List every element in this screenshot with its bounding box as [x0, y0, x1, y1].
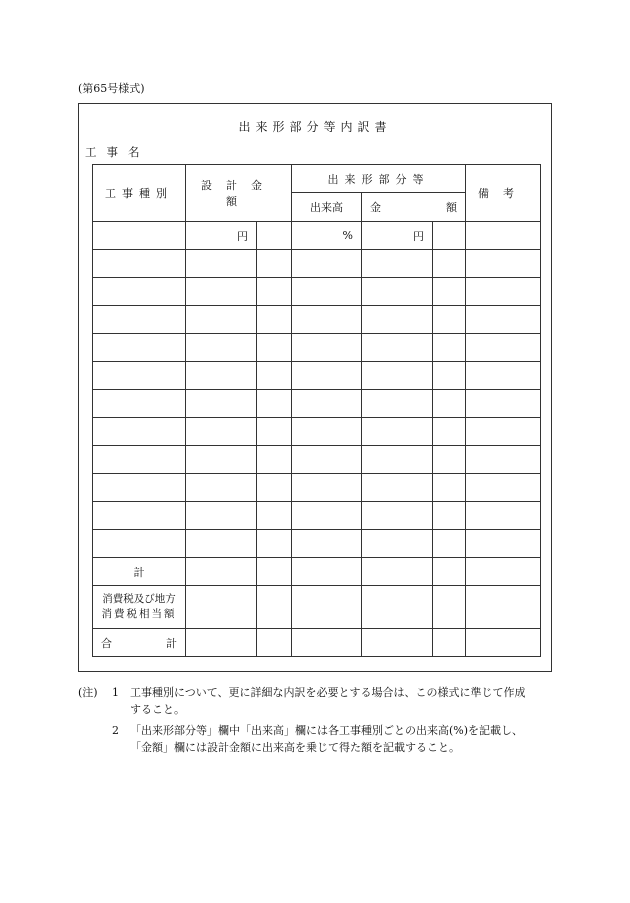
cell[interactable]: [257, 390, 292, 418]
cell[interactable]: [186, 278, 257, 306]
cell[interactable]: [93, 390, 186, 418]
cell[interactable]: [93, 530, 186, 558]
note-text: 「出来形部分等」欄中「出来高」欄には各工事種別ごとの出来高(%)を記載し、: [130, 724, 524, 737]
cell[interactable]: [362, 502, 433, 530]
cell[interactable]: [433, 278, 466, 306]
cell[interactable]: [433, 250, 466, 278]
cell[interactable]: [433, 586, 466, 629]
cell[interactable]: [466, 222, 541, 250]
cell[interactable]: [466, 362, 541, 390]
cell[interactable]: [257, 250, 292, 278]
cell[interactable]: [257, 334, 292, 362]
cell[interactable]: [362, 334, 433, 362]
cell[interactable]: [186, 418, 257, 446]
cell[interactable]: [466, 586, 541, 629]
cell[interactable]: [257, 418, 292, 446]
cell[interactable]: [433, 530, 466, 558]
cell[interactable]: [362, 474, 433, 502]
cell[interactable]: [257, 362, 292, 390]
cell[interactable]: [186, 362, 257, 390]
cell[interactable]: [362, 530, 433, 558]
cell[interactable]: [186, 586, 257, 629]
cell[interactable]: [93, 306, 186, 334]
cell[interactable]: [362, 306, 433, 334]
note-number: 1: [112, 686, 119, 699]
total-label: [93, 629, 186, 657]
cell[interactable]: [433, 446, 466, 474]
subtotal-row: [93, 558, 541, 586]
cell[interactable]: [466, 306, 541, 334]
cell[interactable]: [257, 446, 292, 474]
cell[interactable]: [93, 474, 186, 502]
cell[interactable]: [186, 250, 257, 278]
cell[interactable]: [466, 629, 541, 657]
cell[interactable]: [466, 334, 541, 362]
table-row: [93, 474, 541, 502]
cell[interactable]: [466, 502, 541, 530]
document-title: 出来形部分等内訳書: [238, 120, 392, 134]
cell[interactable]: [186, 446, 257, 474]
cell[interactable]: [433, 502, 466, 530]
total-label-right: 計: [166, 636, 177, 650]
cell[interactable]: [466, 558, 541, 586]
cell[interactable]: [362, 362, 433, 390]
header-design-amount: 設計金額: [186, 165, 292, 222]
notes: [78, 684, 558, 756]
cell[interactable]: [93, 222, 186, 250]
notes-label: (注): [78, 686, 98, 699]
form-number: (第65号様式): [78, 82, 145, 95]
cell[interactable]: [466, 530, 541, 558]
cell[interactable]: [292, 418, 362, 446]
cell[interactable]: [292, 250, 362, 278]
cell[interactable]: [186, 629, 257, 657]
cell[interactable]: [257, 306, 292, 334]
tax-row: [93, 586, 541, 629]
cell[interactable]: [433, 418, 466, 446]
cell[interactable]: [93, 502, 186, 530]
cell[interactable]: [292, 278, 362, 306]
cell[interactable]: [292, 362, 362, 390]
cell[interactable]: [292, 629, 362, 657]
unit-percent: %: [292, 222, 362, 250]
total-row: [93, 629, 541, 657]
table-row: [93, 418, 541, 446]
cell[interactable]: [186, 334, 257, 362]
tax-label-line2: 消費税相当額: [101, 608, 177, 620]
cell[interactable]: [93, 250, 186, 278]
cell[interactable]: [257, 278, 292, 306]
cell[interactable]: [186, 502, 257, 530]
cell[interactable]: [292, 530, 362, 558]
cell[interactable]: [362, 446, 433, 474]
cell[interactable]: [362, 629, 433, 657]
form-frame: [78, 103, 552, 672]
note-1: [78, 684, 558, 701]
table-row: [93, 530, 541, 558]
cell[interactable]: [257, 530, 292, 558]
note-number: 2: [112, 724, 119, 737]
cell[interactable]: [186, 390, 257, 418]
cell[interactable]: [257, 222, 292, 250]
cell[interactable]: [257, 558, 292, 586]
header-progress-group: 出来形部分等: [292, 165, 466, 193]
cell[interactable]: [433, 390, 466, 418]
cell[interactable]: [292, 390, 362, 418]
cell[interactable]: [186, 306, 257, 334]
cell[interactable]: [362, 586, 433, 629]
cell[interactable]: [292, 502, 362, 530]
cell[interactable]: [433, 306, 466, 334]
cell[interactable]: [292, 334, 362, 362]
subtotal-label: 計: [93, 558, 186, 586]
cell[interactable]: [362, 418, 433, 446]
table-row: [93, 334, 541, 362]
cell[interactable]: [362, 390, 433, 418]
table-row: [93, 362, 541, 390]
cell[interactable]: [433, 334, 466, 362]
cell[interactable]: [257, 629, 292, 657]
cell[interactable]: [292, 558, 362, 586]
cell[interactable]: [292, 474, 362, 502]
cell[interactable]: [93, 278, 186, 306]
cell[interactable]: [292, 586, 362, 629]
cell[interactable]: [186, 474, 257, 502]
table-row: [93, 306, 541, 334]
cell[interactable]: [257, 502, 292, 530]
tax-label-line1: 消費税及び地方: [102, 593, 176, 605]
cell[interactable]: [93, 362, 186, 390]
cell[interactable]: [93, 418, 186, 446]
cell[interactable]: [466, 474, 541, 502]
cell[interactable]: [186, 558, 257, 586]
project-name-label: 工事名: [85, 145, 150, 159]
note-2-continuation: 「金額」欄には設計金額に出来高を乗じて得た額を記載すること。: [130, 741, 460, 754]
cell[interactable]: [433, 474, 466, 502]
cell[interactable]: [362, 558, 433, 586]
unit-row: [93, 222, 541, 250]
header-amount: 金額: [362, 193, 466, 222]
header-remarks: 備考: [466, 165, 541, 222]
cell[interactable]: [292, 446, 362, 474]
table-row: [93, 502, 541, 530]
cell[interactable]: [466, 278, 541, 306]
cell[interactable]: [466, 446, 541, 474]
header-work-type: 工事種別: [93, 165, 186, 222]
unit-yen-amount: 円: [362, 222, 433, 250]
table-row: [93, 250, 541, 278]
tax-label: [93, 586, 186, 629]
table-row: [93, 278, 541, 306]
cell[interactable]: [466, 390, 541, 418]
note-text: 工事種別について、更に詳細な内訳を必要とする場合は、この様式に準じて作成: [130, 686, 526, 699]
cell[interactable]: [257, 586, 292, 629]
cell[interactable]: [433, 629, 466, 657]
cell[interactable]: [362, 250, 433, 278]
table-row: [93, 446, 541, 474]
table-row: [93, 390, 541, 418]
header-row-1: [93, 165, 541, 193]
note-2: [78, 722, 558, 739]
unit-yen-design: 円: [186, 222, 257, 250]
cell[interactable]: [257, 474, 292, 502]
cell[interactable]: [433, 362, 466, 390]
cell[interactable]: [292, 306, 362, 334]
cell[interactable]: [466, 418, 541, 446]
cell[interactable]: [433, 558, 466, 586]
breakdown-table: [92, 164, 541, 657]
header-progress-rate: 出来高: [292, 193, 362, 222]
note-1-continuation: すること。: [130, 703, 185, 716]
cell[interactable]: [93, 446, 186, 474]
cell[interactable]: [93, 334, 186, 362]
cell[interactable]: [433, 222, 466, 250]
cell[interactable]: [186, 530, 257, 558]
cell[interactable]: [362, 278, 433, 306]
cell[interactable]: [466, 250, 541, 278]
total-label-left: 合: [101, 636, 112, 650]
